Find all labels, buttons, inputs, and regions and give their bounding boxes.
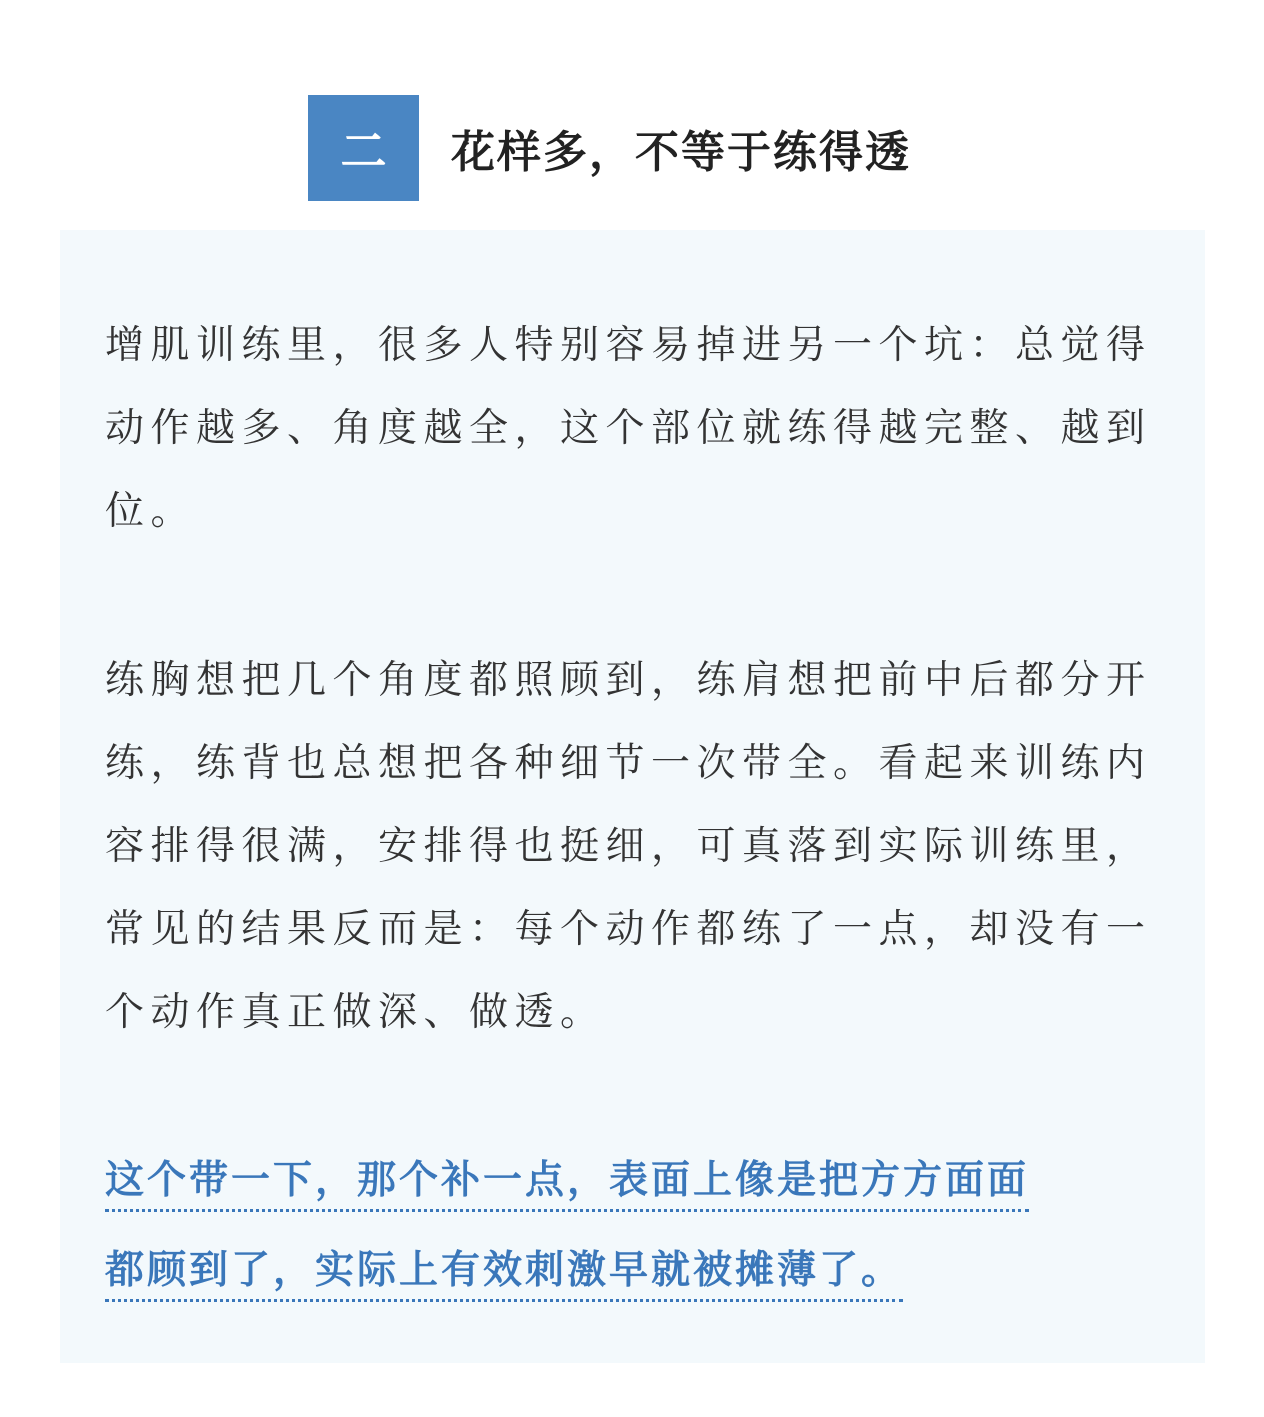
highlight-line-1: 这个带一下，那个补一点，表面上像是把方方面面 bbox=[105, 1158, 1029, 1212]
section-number-badge: 二 bbox=[308, 95, 419, 201]
highlight-quote bbox=[105, 1136, 1165, 1316]
section-header bbox=[308, 95, 911, 201]
highlight-line-2: 都顾到了，实际上有效刺激早就被摊薄了。 bbox=[105, 1248, 903, 1302]
section-title: 花样多，不等于练得透 bbox=[451, 127, 911, 178]
paragraph-intro: 增肌训练里，很多人特别容易掉进另一个坑：总觉得动作越多、角度越全，这个部位就练得越完整、越到位。 bbox=[105, 323, 1152, 534]
content-panel bbox=[60, 230, 1205, 1363]
paragraph-detail: 练胸想把几个角度都照顾到，练肩想把前中后都分开练，练背也总想把各种细节一次带全。看起来训练内容排得很满，安排得也挺细，可真落到实际训练里，常见的结果反而是：每个动作都练了一点，却没有一个动作真正做深、做透。 bbox=[105, 658, 1152, 1035]
